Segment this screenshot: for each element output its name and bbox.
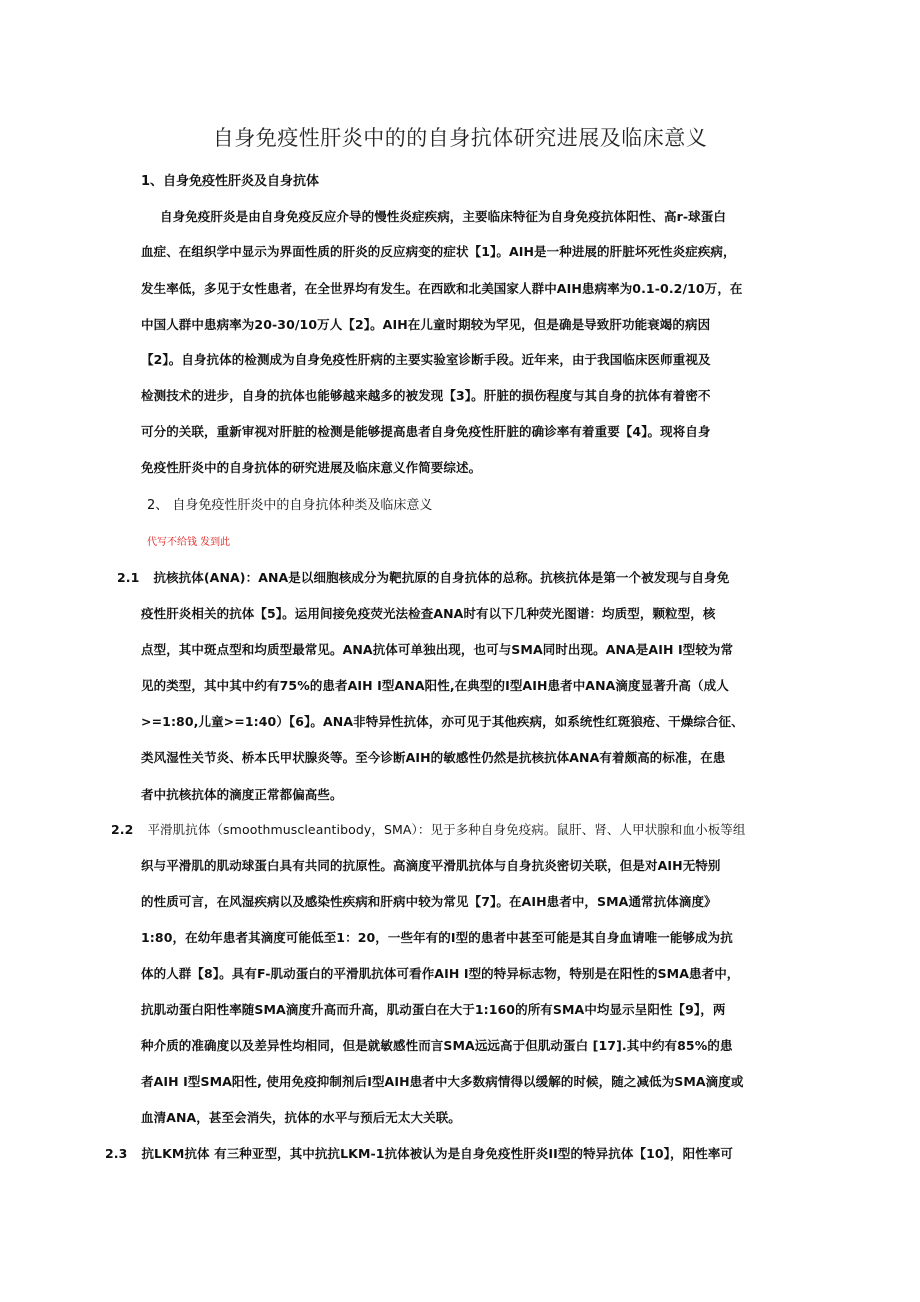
subsection-line: 见的类型，其中其中约有75%的患者AIH I型ANA阳性,在典型的I型AIH患者中ANA滴度显著升高（成人 <box>141 678 729 693</box>
subsection-number: 2.1 <box>117 570 140 585</box>
subsection-2-1-first-line <box>117 568 729 586</box>
section-1-line: 免疫性肝炎中的自身抗体的研究进展及临床意义作简要综述。 <box>141 460 482 475</box>
section-1-line: 发生率低，多见于女性患者，在全世界均有发生。在西欧和北美国家人群中AIH患病率为0.1-0.2/10万，在 <box>141 281 743 296</box>
subsection-line: 者AIH I型SMA阳性, 使用免疫抑制剂后I型AIH患者中大多数病情得以缓解的时候，随之减低为SMA滴度或 <box>141 1074 744 1089</box>
subsection-number: 2.2 <box>111 822 134 837</box>
subsection-line: 抗肌动蛋白阳性率随SMA滴度升高而升高，肌动蛋白在大于1:160的所有SMA中均显示呈阳性【9】，两 <box>141 1002 726 1017</box>
subsection-2-2-first-line <box>111 820 746 838</box>
subsection-line: 抗核抗体(ANA)：ANA是以细胞核成分为靶抗原的自身抗体的总称。抗核抗体是第一个被发现与自身免 <box>153 570 730 585</box>
subsection-line: 者中抗核抗体的滴度正常都偏高些。 <box>141 787 343 802</box>
subsection-line: 点型，其中斑点型和均质型最常见。ANA抗体可单独出现，也可与SMA同时出现。ANA是AIH I型较为常 <box>141 642 734 657</box>
section-1-line: 检测技术的进步，自身的抗体也能够越来越多的被发现【3】。肝脏的损伤程度与其自身的抗体有着密不 <box>141 388 711 403</box>
subsection-line: 1:80，在幼年患者其滴度可能低至1：20，一些年有的I型的患者中甚至可能是其自身血请唯一能够成为抗 <box>141 930 733 945</box>
subsection-line: 抗LKM抗体 有三种亚型，其中抗抗LKM-1抗体被认为是自身免疫性肝炎II型的特异抗体【10】，阳性率可 <box>141 1146 734 1161</box>
section-1-line: 中国人群中患病率为20-30/10万人【2】。AIH在儿童时期较为罕见，但是确是导致肝功能衰竭的病因 <box>141 317 711 332</box>
subsection-line: 类风湿性关节炎、桥本氏甲状腺炎等。至今诊断AIH的敏感性仍然是抗核抗体ANA有着颇高的标准，在患 <box>141 750 726 765</box>
section-1-line: 自身免疫肝炎是由自身免疫反应介导的慢性炎症疾病，主要临床特征为自身免疫抗体阳性、高r-球蛋白 <box>160 209 726 224</box>
subsection-number: 2.3 <box>105 1146 128 1161</box>
section-1-heading: 1、自身免疫性肝炎及自身抗体 <box>141 174 320 189</box>
subsection-line: >=1:80,儿童>=1:40）【6】。ANA非特异性抗体，亦可见于其他疾病，如系统性红斑狼疮、干燥综合征、 <box>141 714 744 729</box>
section-2-heading: 2、 自身免疫性肝炎中的自身抗体种类及临床意义 <box>147 498 433 513</box>
subsection-line: 的性质可言，在风湿疾病以及感染性疾病和肝病中较为常见【7】。在AIH患者中，SMA通常抗体滴度》 <box>141 894 717 909</box>
subsection-line: 疫性肝炎相关的抗体【5】。运用间接免疫荧光法检查ANA时有以下几种荧光图谱：均质型，颗粒型，核 <box>141 606 716 621</box>
red-note: 代写不给钱 发到此 <box>147 537 231 548</box>
subsection-line: 体的人群【8】。具有F-肌动蛋白的平滑肌抗体可看作AIH I型的特异标志物，特别是在阳性的SMA患者中， <box>141 966 740 981</box>
subsection-line: 种介质的准确度以及差异性均相同，但是就敏感性而言SMA远远高于但肌动蛋白 [17].其中约有85%的患 <box>141 1038 733 1053</box>
subsection-2-3-first-line <box>105 1144 733 1162</box>
subsection-line: 织与平滑肌的肌动球蛋白具有共同的抗原性。高滴度平滑肌抗体与自身抗炎密切关联，但是对AIH无特别 <box>141 858 721 873</box>
subsection-line: 血清ANA，甚至会消失，抗体的水平与预后无太大关联。 <box>141 1110 461 1125</box>
document-title: 自身免疫性肝炎中的的自身抗体研究进展及临床意义 <box>212 126 708 150</box>
section-1-line: 血症、在组织学中显示为界面性质的肝炎的反应病变的症状【1】。AIH是一种进展的肝脏坏死性炎症疾病， <box>141 244 736 259</box>
subsection-line: 平滑肌抗体（smoothmuscleantibody，SMA）：见于多种自身免疫病。鼠肝、肾、人甲状腺和血小板等组 <box>147 822 746 837</box>
section-1-line: 【2】。自身抗体的检测成为自身免疫性肝病的主要实验室诊断手段。近年来，由于我国临床医师重视及 <box>141 352 711 367</box>
section-1-line: 可分的关联，重新审视对肝脏的检测是能够提高患者自身免疫性肝脏的确诊率有着重要【4】。现将自身 <box>141 424 711 439</box>
